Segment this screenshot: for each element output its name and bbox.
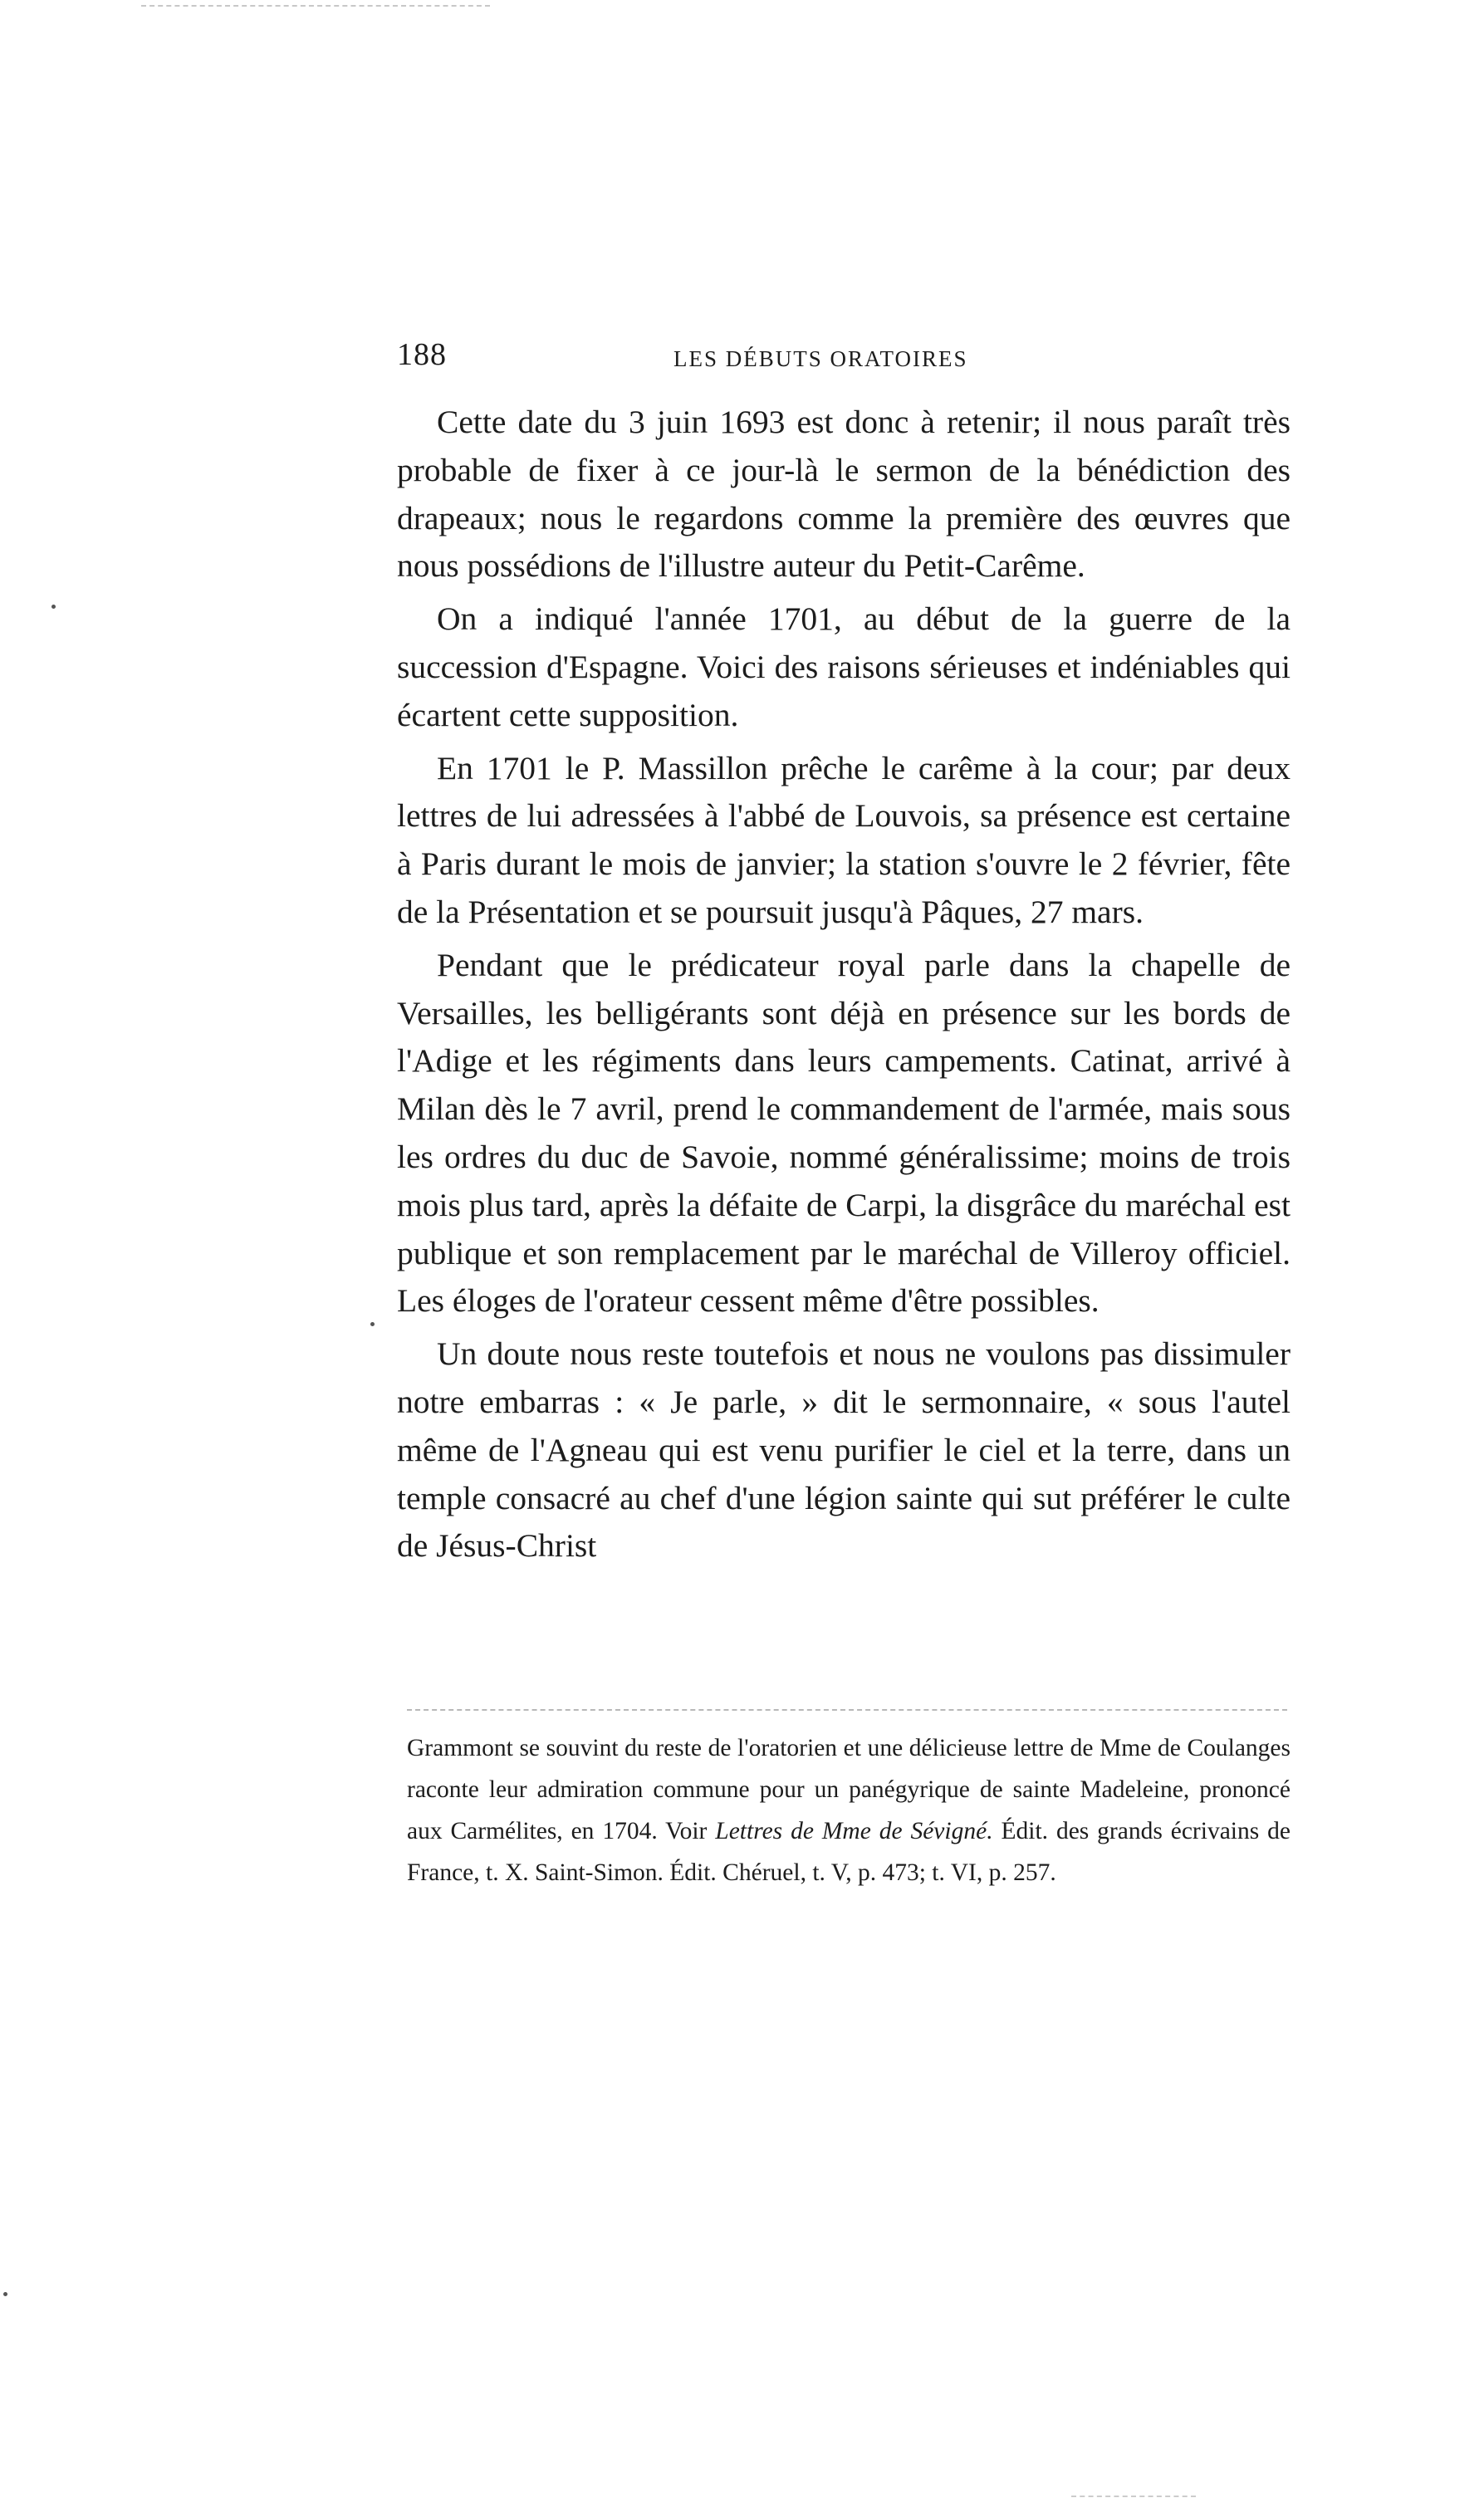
paragraph: Un doute nous reste toutefois et nous ne voulons pas dissimuler notre embarras : « Je parle, » dit le sermonnaire, « sous l'autel même de l'Agneau qui est venu purifier le ciel et la terre, dans un temple consacré au chef d'une légion sainte qui sut préférer le culte de Jésus-Christ <box>397 1335 1291 1565</box>
running-head: LES DÉBUTS ORATOIRES <box>673 346 968 371</box>
body-text <box>397 399 1291 1575</box>
scan-speck <box>51 605 56 609</box>
scan-artifact-line <box>1071 2496 1196 2497</box>
footnote-italic-title: Lettres de Mme de Sévigné. <box>715 1818 993 1844</box>
scan-speck <box>3 2292 7 2296</box>
footnote-text-end: Édit. des grands écrivains de France, t. X. Saint-Simon. Édit. Chéruel, t. V, p. 473; t. VI, p. 257. <box>407 1818 1291 1886</box>
paragraph: En 1701 le P. Massillon prêche le carême à la cour; par deux lettres de lui adressées à l'abbé de Louvois, sa présence est certaine à Paris durant le mois de janvier; la station s'ouvre le 2 février, fête de la Présentation et se poursuit jusqu'à Pâques, 27 mars. <box>397 749 1291 930</box>
paragraph: Cette date du 3 juin 1693 est donc à retenir; il nous paraît très probable de fixer à ce jour-là le sermon de la bénédiction des drapeaux; nous le regardons comme la première des œuvres que nous possédions de l'illustre auteur du Petit-Carême. <box>397 404 1291 585</box>
footnote <box>407 1727 1291 1893</box>
footnote-separator <box>407 1709 1287 1711</box>
page-number: 188 <box>397 337 447 372</box>
paragraph: Pendant que le prédicateur royal parle dans la chapelle de Versailles, les belligérants sont déjà en présence sur les bords de l'Adige et les régiments dans leurs campements. Catinat, arrivé à Milan dès le 7 avril, prend le commandement de l'armée, mais sous les ordres du duc de Savoie, nommé généralissime; moins de trois mois plus tard, après la défaite de Carpi, la disgrâce du maréchal est publique et son remplacement par le maréchal de Villeroy officiel. Les éloges de l'orateur cessent même d'être possibles. <box>397 946 1291 1320</box>
footnotes <box>407 1727 1291 1893</box>
scan-speck <box>370 1322 375 1326</box>
footnote-text-start: Grammont se souvint du reste de l'oratorien et une délicieuse lettre de Mme de Coulanges raconte leur admiration commune pour un panégyrique de sainte Madeleine, prononcé aux Carmélites, en 1704. Voir <box>407 1735 1291 1844</box>
scan-artifact-line <box>141 5 490 7</box>
page-header <box>397 336 1291 386</box>
paragraph: On a indiqué l'année 1701, au début de la guerre de la succession d'Espagne. Voici des raisons sérieuses et indéniables qui écartent cette supposition. <box>397 600 1291 733</box>
